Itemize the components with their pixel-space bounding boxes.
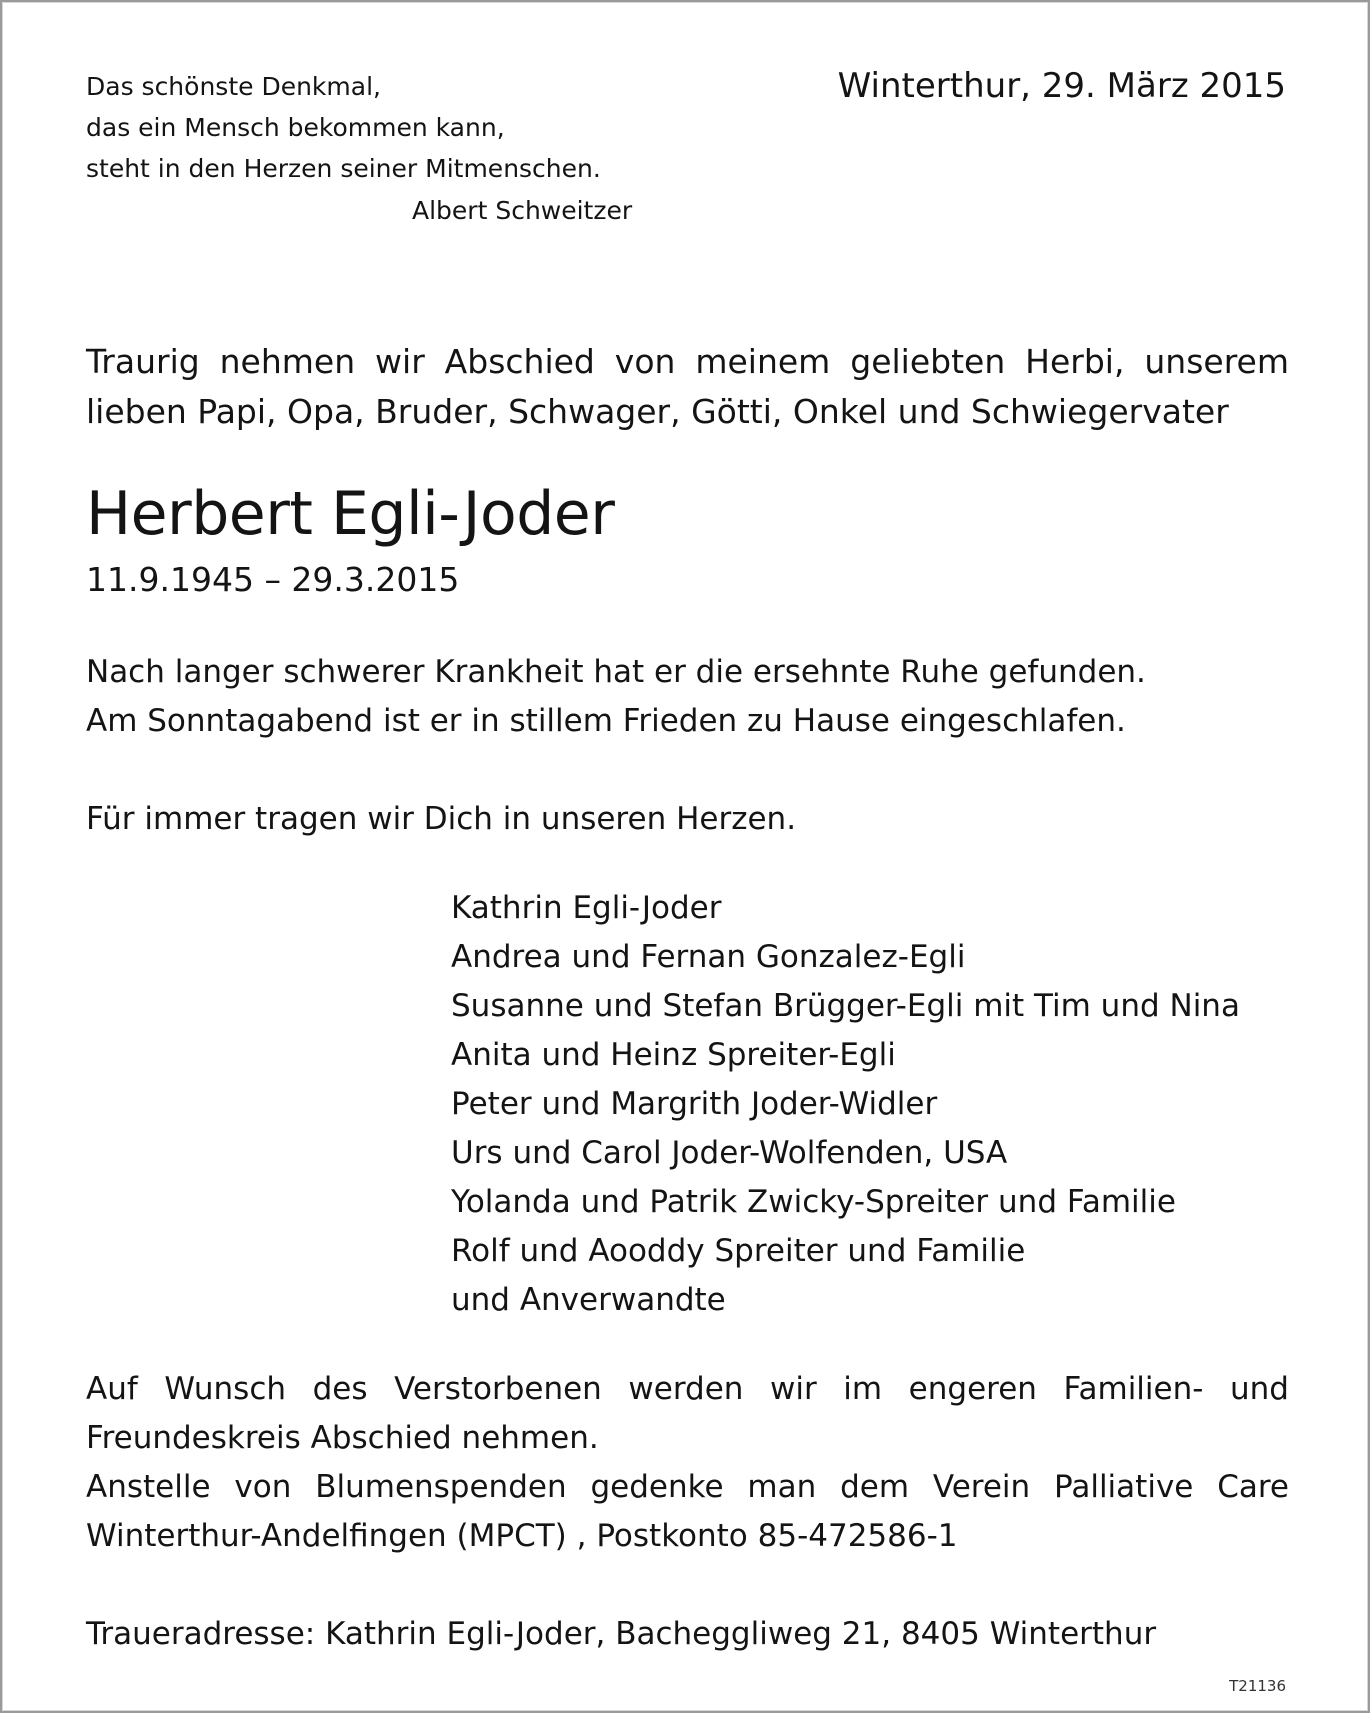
epigraph-quote xyxy=(86,66,632,231)
mourner-item: Peter und Margrith Joder-Widler xyxy=(451,1086,938,1122)
passing-message xyxy=(86,648,1296,746)
message-line: Am Sonntagabend ist er in stillem Frieden zu Hause eingeschlafen. xyxy=(86,703,1126,739)
mourner-item: Kathrin Egli-Joder xyxy=(451,890,722,926)
quote-author: Albert Schweitzer xyxy=(412,196,633,225)
farewell-line: Für immer tragen wir Dich in unseren Herzen. xyxy=(86,801,797,837)
life-dates: 11.9.1945 – 29.3.2015 xyxy=(86,560,460,599)
family-wish-text: Auf Wunsch des Verstorbenen werden wir im engeren Familien- und Freundeskreis Abschied nehmen. xyxy=(86,1371,1289,1456)
mourner-item: Urs und Carol Joder-Wolfenden, USA xyxy=(451,1135,1008,1171)
quote-line: das ein Mensch bekommen kann, xyxy=(86,113,505,142)
mourning-address: Traueradresse: Kathrin Egli-Joder, Bacheggliweg 21, 8405 Winterthur xyxy=(86,1616,1157,1652)
mourner-item: Susanne und Stefan Brügger-Egli mit Tim und Nina xyxy=(451,988,1240,1024)
mourner-item: und Anverwandte xyxy=(451,1282,726,1318)
mourner-item: Andrea und Fernan Gonzalez-Egli xyxy=(451,939,966,975)
quote-line: steht in den Herzen seiner Mitmenschen. xyxy=(86,154,601,183)
deceased-name: Herbert Egli-Joder xyxy=(86,479,615,549)
closing-notes xyxy=(86,1365,1289,1561)
mourner-item: Anita und Heinz Spreiter-Egli xyxy=(451,1037,896,1073)
mourner-item: Yolanda und Patrik Zwicky-Spreiter und Familie xyxy=(451,1184,1176,1220)
intro-text: Traurig nehmen wir Abschied von meinem geliebten Herbi, unserem lieben Papi, Opa, Bruder, Schwager, Götti, Onkel und Schwiegervater xyxy=(86,342,1289,431)
quote-line: Das schönste Denkmal, xyxy=(86,72,381,101)
mourner-item: Rolf und Aooddy Spreiter und Familie xyxy=(451,1233,1026,1269)
donation-text: Anstelle von Blumenspenden gedenke man dem Verein Palliative Care Winterthur-Andelfingen (MPCT) , Postkonto 85-472586-1 xyxy=(86,1469,1289,1554)
reference-code: T21136 xyxy=(1229,1677,1286,1695)
message-line: Nach langer schwerer Krankheit hat er die ersehnte Ruhe gefunden. xyxy=(86,654,1146,690)
place-date: Winterthur, 29. März 2015 xyxy=(837,66,1286,106)
mourners-list xyxy=(451,884,1240,1325)
